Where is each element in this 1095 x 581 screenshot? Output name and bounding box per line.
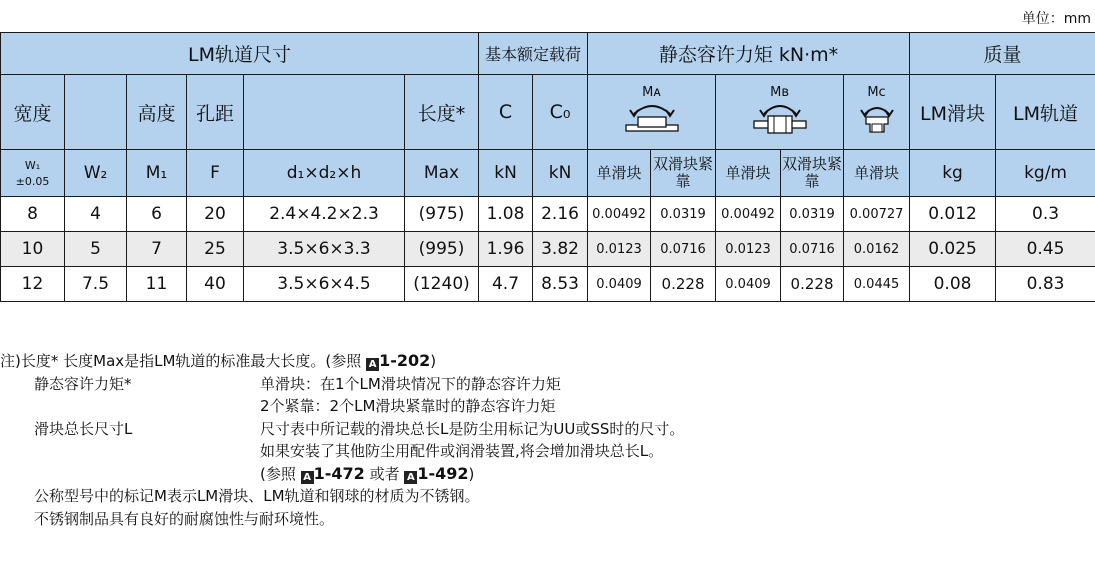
header-static-moment: 静态容许力矩 kN·m* <box>588 33 910 75</box>
cell-f: 20 <box>187 197 244 232</box>
table-row <box>1 232 1095 267</box>
header-pitch: 孔距 <box>187 75 244 150</box>
header-kg: kg <box>910 150 996 197</box>
note-block-length-2: 如果安装了其他防尘用配件或润滑装置,将会增加滑块总长L。 <box>260 442 664 460</box>
cell-f: 40 <box>187 267 244 302</box>
cell-m1: 11 <box>127 267 187 302</box>
cell-w1: 8 <box>1 197 65 232</box>
table-row <box>1 197 1095 232</box>
cell-c0: 2.16 <box>533 197 588 232</box>
cell-w1: 12 <box>1 267 65 302</box>
cell-dxh: 3.5×6×4.5 <box>244 267 405 302</box>
header-basic-load-rating: 基本额定载荷 <box>479 33 588 75</box>
cell-mb-single: 0.00492 <box>716 197 781 232</box>
cell-ma-double: 0.0716 <box>651 232 716 267</box>
header-dxh: d₁×d₂×h <box>244 150 405 197</box>
dimension-table <box>0 32 1095 302</box>
header-mass-rail: LM轨道 <box>996 75 1095 150</box>
note-block-length-3: (参照 A 1-472 或者 A 1-492) <box>260 463 475 483</box>
note-moment: 静态容许力矩* 单滑块：在1个LM滑块情况下的静态容许力矩 <box>0 373 684 396</box>
cell-kg: 0.025 <box>910 232 996 267</box>
page-ref-icon: A <box>404 471 417 484</box>
cell-max: (1240) <box>405 267 479 302</box>
note-moment-2: 2个紧靠：2个LM滑块紧靠时的静态容许力矩 <box>260 397 556 415</box>
note-term-length: 滑块总长尺寸L <box>34 419 133 438</box>
page-ref[interactable]: 1-472 <box>313 463 365 483</box>
header-f: F <box>187 150 244 197</box>
note-term-moment: 静态容许力矩* <box>34 374 132 393</box>
page-ref-icon: A <box>366 358 379 371</box>
cell-m1: 7 <box>127 232 187 267</box>
header-c0: C₀ <box>533 75 588 150</box>
cell-dxh: 3.5×6×3.3 <box>244 232 405 267</box>
table-row <box>1 267 1095 302</box>
header-mb-single: 单滑块 <box>716 150 781 197</box>
note-material: 公称型号中的标记M表示LM滑块、LM轨道和钢球的材质为不锈钢。 <box>34 487 480 505</box>
header-mass: 质量 <box>910 33 1095 75</box>
cell-c0: 8.53 <box>533 267 588 302</box>
note-block-length: 滑块总长尺寸L 尺寸表中所记载的滑块总长L是防尘用标记为UU或SS时的尺寸。 <box>0 418 684 441</box>
unit-label: 单位：mm <box>1021 11 1091 27</box>
header-m1: M₁ <box>127 150 187 197</box>
header-length: 长度* <box>405 75 479 150</box>
ma-label: Mᴀ <box>642 85 661 100</box>
cell-mc: 0.0162 <box>844 232 910 267</box>
header-width: 宽度 <box>1 75 65 150</box>
header-blank <box>244 75 405 150</box>
cell-c: 1.96 <box>479 232 533 267</box>
cell-mb-double: 0.228 <box>781 267 844 302</box>
cell-max: (995) <box>405 232 479 267</box>
header-ma-double: 双滑块紧靠 <box>651 150 716 197</box>
header-mc-single: 单滑块 <box>844 150 910 197</box>
header-mb <box>716 75 844 150</box>
cell-ma-single: 0.00492 <box>588 197 651 232</box>
cell-ma-single: 0.0123 <box>588 232 651 267</box>
rolling-moment-icon <box>857 100 897 134</box>
header-kgm: kg/m <box>996 150 1095 197</box>
cell-mb-single: 0.0409 <box>716 267 781 302</box>
cell-ma-single: 0.0409 <box>588 267 651 302</box>
cell-m1: 6 <box>127 197 187 232</box>
mb-label: Mʙ <box>770 85 789 100</box>
cell-w1: 10 <box>1 232 65 267</box>
header-kn-c0: kN <box>533 150 588 197</box>
cell-ma-double: 0.228 <box>651 267 716 302</box>
cell-kg: 0.08 <box>910 267 996 302</box>
cell-w2: 5 <box>65 232 127 267</box>
cell-kgm: 0.83 <box>996 267 1095 302</box>
cell-c: 1.08 <box>479 197 533 232</box>
cell-mb-single: 0.0123 <box>716 232 781 267</box>
header-mc <box>844 75 910 150</box>
cell-dxh: 2.4×4.2×2.3 <box>244 197 405 232</box>
cell-kgm: 0.45 <box>996 232 1095 267</box>
note-corrosion: 不锈钢制品具有良好的耐腐蚀性与耐环境性。 <box>34 509 335 528</box>
header-lm-rail-dimensions: LM轨道尺寸 <box>1 33 479 75</box>
page-ref[interactable]: 1-492 <box>417 463 469 483</box>
header-ma-single: 单滑块 <box>588 150 651 197</box>
cell-mb-double: 0.0319 <box>781 197 844 232</box>
page-ref-icon: A <box>301 471 314 484</box>
header-mass-block: LM滑块 <box>910 75 996 150</box>
cell-ma-double: 0.0319 <box>651 197 716 232</box>
header-kn-c: kN <box>479 150 533 197</box>
header-height: 高度 <box>127 75 187 150</box>
cell-mc: 0.0445 <box>844 267 910 302</box>
cell-max: (975) <box>405 197 479 232</box>
yawing-moment-icon <box>750 100 810 134</box>
pitching-moment-icon <box>622 100 682 134</box>
cell-w2: 4 <box>65 197 127 232</box>
header-c: C <box>479 75 533 150</box>
notes-section <box>0 350 684 530</box>
header-ma <box>588 75 716 150</box>
cell-w2: 7.5 <box>65 267 127 302</box>
header-blank <box>65 75 127 150</box>
cell-c: 4.7 <box>479 267 533 302</box>
note-length: 注)长度* 长度Max是指LM轨道的标准最大长度。(参照 A 1-202) <box>0 351 437 370</box>
cell-kgm: 0.3 <box>996 197 1095 232</box>
header-max: Max <box>405 150 479 197</box>
page-ref[interactable]: 1-202 <box>379 351 431 370</box>
cell-mb-double: 0.0716 <box>781 232 844 267</box>
header-mb-double: 双滑块紧靠 <box>781 150 844 197</box>
cell-mc: 0.00727 <box>844 197 910 232</box>
header-w1: W₁ ±0.05 <box>1 150 65 197</box>
cell-c0: 3.82 <box>533 232 588 267</box>
cell-kg: 0.012 <box>910 197 996 232</box>
mc-label: Mᴄ <box>867 85 886 100</box>
cell-f: 25 <box>187 232 244 267</box>
header-w2: W₂ <box>65 150 127 197</box>
